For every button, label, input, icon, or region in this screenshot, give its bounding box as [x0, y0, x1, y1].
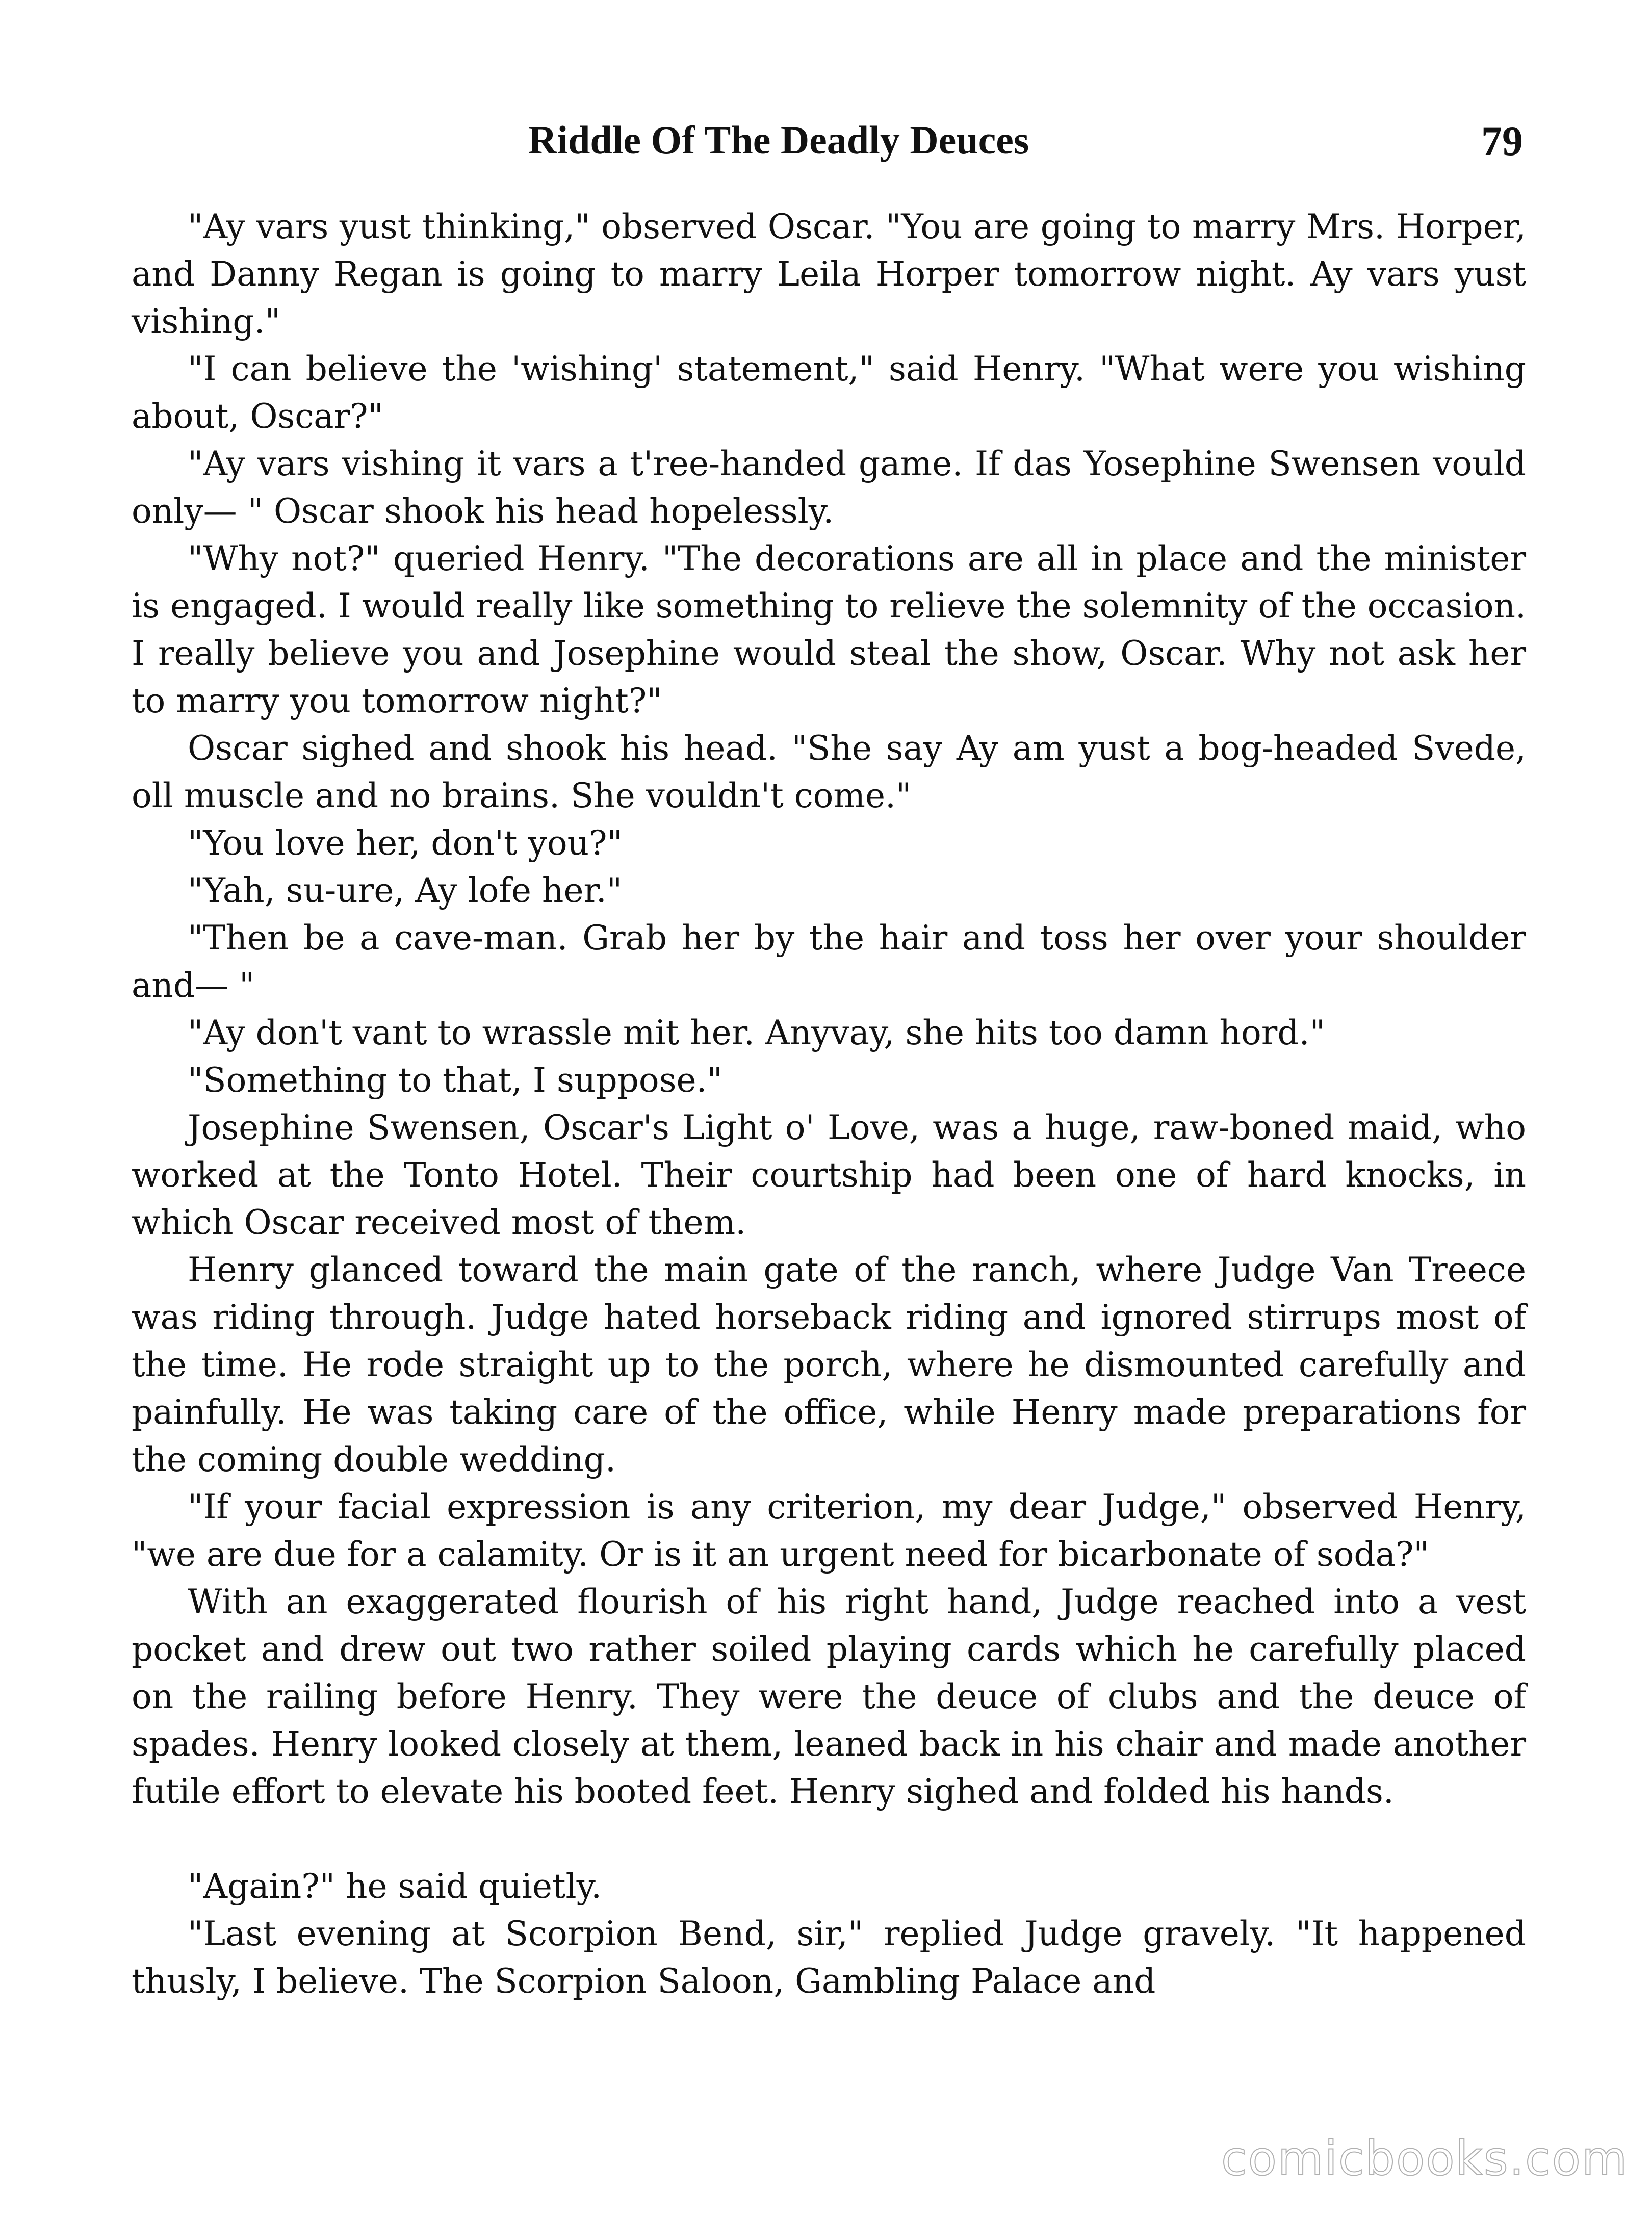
paragraph: "Then be a cave-man. Grab her by the hair and toss her over your shoulder and— "	[132, 918, 1526, 1005]
paragraph: "Ay vars vishing it vars a t'ree-handed game. If das Yosephine Swensen vould only— " Oscar shook his head hopelessly.	[132, 444, 1526, 531]
paragraph: "Why not?" queried Henry. "The decorations are all in place and the minister is engaged. I would really like something to relieve the solemnity of the occasion. I really believe you and Josephine would steal the show, Oscar. Why not ask her to marry you tomorrow night?"	[132, 539, 1526, 720]
paragraph: "Again?" he said quietly.	[188, 1867, 602, 1906]
paragraph: "If your facial expression is any criterion, my dear Judge," observed Henry, "we are due for a calamity. Or is it an urgent need for bicarbonate of soda?"	[132, 1487, 1526, 1574]
paragraph: Henry glanced toward the main gate of the ranch, where Judge Van Treece was riding through. Judge hated horseback riding and ignored stirrups most of the time. He rode straight up to the porch, where he dismounted carefully and painfully. He was taking care of the office, while Henry made preparations for the coming double wedding.	[132, 1250, 1526, 1479]
paragraph: With an exaggerated flourish of his right hand, Judge reached into a vest pocket and drew out two rather soiled playing cards which he carefully placed on the railing before Henry. They were the deuce of clubs and the deuce of spades. Henry looked closely at them, leaned back in his chair and made another futile effort to elevate his booted feet. Henry sighed and folded his hands.	[132, 1582, 1526, 1811]
paragraph: "I can believe the 'wishing' statement," said Henry. "What were you wishing about, Oscar?"	[132, 349, 1526, 436]
paragraph: "Ay vars yust thinking," observed Oscar. "You are going to marry Mrs. Horper, and Danny Regan is going to marry Leila Horper tomorrow night. Ay vars yust vishing."	[132, 207, 1526, 341]
paragraph: "Last evening at Scorpion Bend, sir," replied Judge gravely. "It happened thusly, I believe. The Scorpion Saloon, Gambling Palace and	[132, 1914, 1526, 2001]
body-text	[132, 203, 1526, 2005]
paragraph: Oscar sighed and shook his head. "She say Ay am yust a bog-headed Svede, oll muscle and no brains. She vouldn't come."	[132, 729, 1526, 815]
running-title: Riddle Of The Deadly Deuces	[528, 118, 1029, 162]
paragraph: Josephine Swensen, Oscar's Light o' Love, was a huge, raw-boned maid, who worked at the Tonto Hotel. Their courtship had been one of hard knocks, in which Oscar received most of them.	[132, 1108, 1526, 1242]
paragraph: "Something to that, I suppose."	[188, 1061, 722, 1100]
watermark: comicbooks.com	[1221, 2131, 1629, 2186]
page-number: 79	[1481, 118, 1523, 164]
paragraph: "You love her, don't you?"	[188, 823, 623, 863]
paragraph: "Ay don't vant to wrassle mit her. Anyvay, she hits too damn hord."	[188, 1013, 1325, 1052]
paragraph: "Yah, su-ure, Ay lofe her."	[188, 871, 623, 910]
